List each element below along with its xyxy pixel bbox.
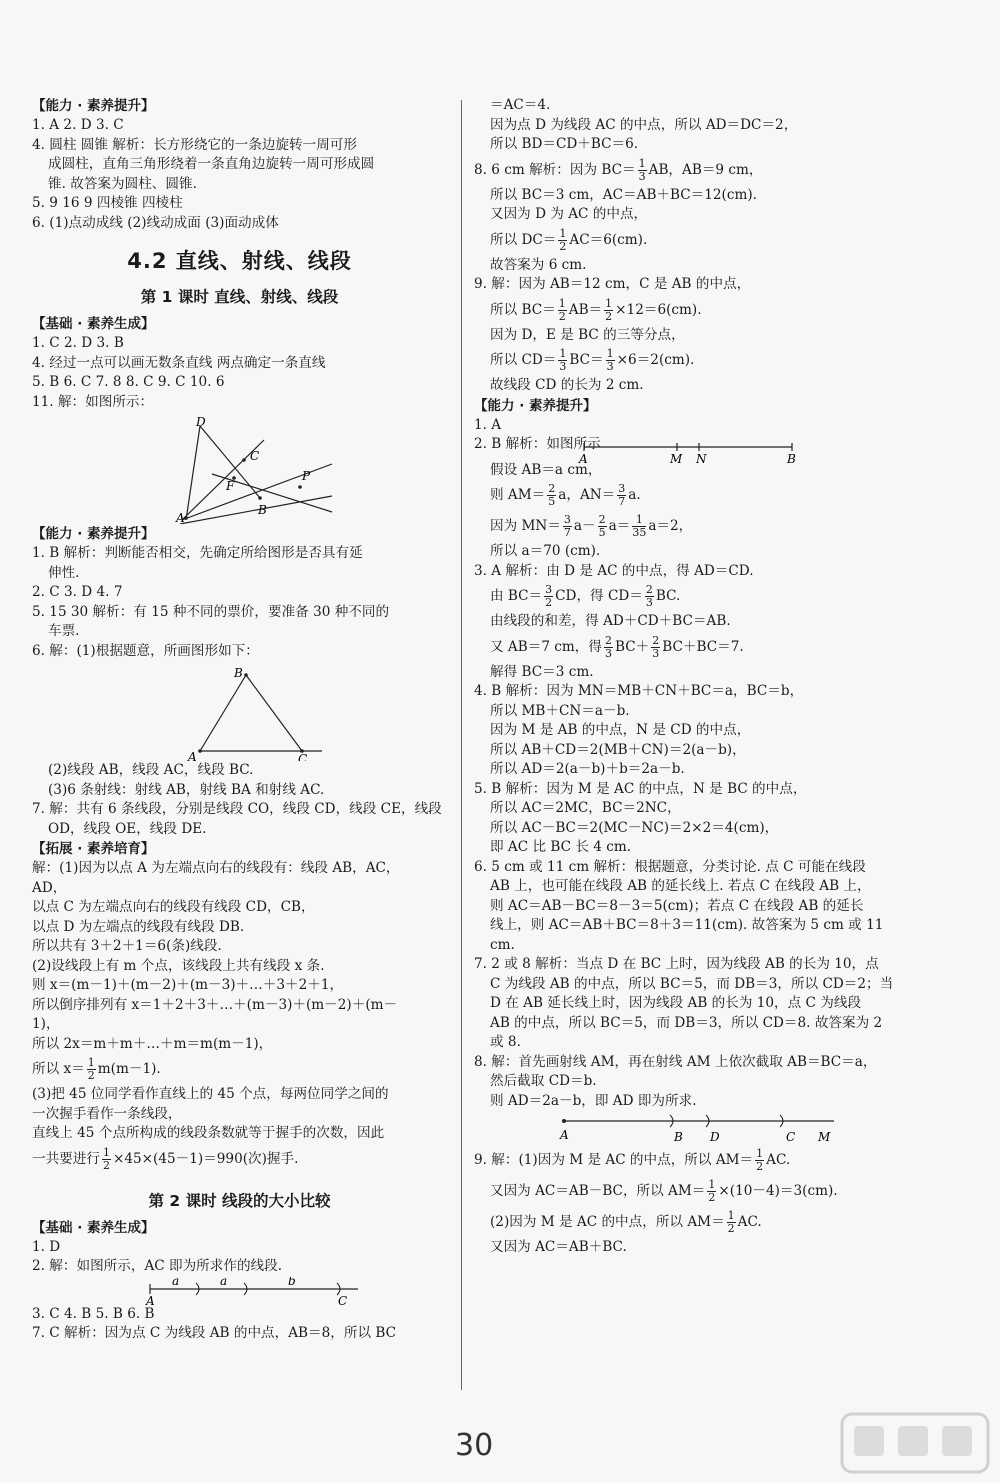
fraction: $\frac{1}{2}$ [559, 226, 567, 253]
answer-line: 3. C 4. B 5. B 6. B [32, 1305, 155, 1322]
figure-3-svg [32, 1277, 447, 1305]
answer-line: 故线段 CD 的长为 2 cm. [490, 377, 644, 393]
fraction: $\frac{2}{3}$ [645, 583, 653, 609]
answer-line: 1. D [32, 1238, 61, 1255]
answer-line: 则 AD＝2a－b，即 AD 即为所求. [490, 1092, 697, 1109]
answer-line: 6. 5 cm 或 11 cm 解析：根据题意，分类讨论. 点 C 可能在线段 [474, 858, 866, 875]
answer-line: 7. C 解析：因为点 C 为线段 AB 的中点，AB＝8，所以 BC [32, 1325, 397, 1341]
column-divider [461, 100, 462, 1390]
answer-line: 4. 圆柱 圆锥 解析：长方形绕它的一条边旋转一周可形 [32, 136, 357, 153]
figure-triangle [32, 661, 447, 761]
answer-line: 1. A 2. D 3. C [32, 117, 124, 133]
fraction: $\frac{1}{3}$ [606, 347, 614, 373]
answer-line: 7. 解：共有 6 条线段，分别是线段 CO，线段 CD，线段 CE，线段 [32, 801, 442, 817]
figure-1-svg [32, 412, 447, 524]
answer-line: 则 AC＝AB－BC＝8－3＝5(cm)；若点 C 在线段 AB 的延长 [490, 897, 864, 914]
fraction: $\frac{1}{2}$ [87, 1056, 95, 1082]
point-label: A [176, 511, 185, 524]
heading-basic: 【基础 · 素养生成】 [32, 1219, 155, 1236]
text-run: m(m－1). [97, 1061, 161, 1077]
answer-line: 然后截取 CD＝b. [490, 1073, 597, 1089]
answer-line: 1. A [474, 416, 502, 433]
answer-line: 6. 解：(1)根据题意，所画图形如下： [32, 642, 259, 659]
answer-line: 所以 CD＝ $\frac{1}{3}$ BC＝ $\frac{1}{3}$ ×6＝2(cm). [490, 347, 695, 373]
left-column [32, 96, 447, 1344]
answer-line: 解：(1)因为以点 A 为左端点向右的线段有：线段 AB，AC， [32, 860, 400, 876]
answer-line: 由 BC＝ $\frac{3}{2}$ CD，得 CD＝ $\frac{2}{3}$ BC. [490, 583, 681, 609]
point-label: F [226, 479, 235, 493]
answer-line: 所以共有 3＋2＋1＝6(条)线段. [32, 938, 222, 954]
answer-line: 2. B 解析：如图所示 [474, 436, 601, 452]
answer-line: 所以 BC＝ $\frac{1}{2}$ AB＝ $\frac{1}{2}$ ×12＝6(cm). [490, 296, 702, 323]
answer-line: 2. 解：如图所示，AC 即为所求作的线段. [32, 1258, 283, 1274]
answer-line: 所以 AC＝2MC，BC＝2NC， [490, 800, 681, 816]
answer-line: 5. 9 16 9 四棱锥 四棱柱 [32, 195, 183, 211]
answer-line: (2)因为 M 是 AC 的中点，所以 AM＝ $\frac{1}{2}$ AC. [490, 1209, 762, 1235]
fraction: $\frac{2}{5}$ [548, 482, 556, 508]
point-label: C [338, 1293, 348, 1305]
answer-line: (2)线段 AB，线段 AC，线段 BC. [48, 762, 254, 778]
fraction: $\frac{1}{35}$ [632, 513, 647, 539]
answer-line: 又因为 AC＝AB＋BC. [490, 1239, 627, 1255]
heading-extension: 【拓展 · 素养培育】 [32, 841, 155, 857]
figure-lines-intersection [32, 412, 447, 524]
heading-basic: 【基础 · 素养生成】 [32, 316, 155, 332]
answer-line: ＝AC＝4. [490, 97, 551, 113]
answer-line: 直线上 45 个点所构成的线段条数就等于握手的次数，因此 [32, 1125, 385, 1141]
point-label: C [298, 752, 308, 761]
answer-line: 假设 AB＝a cm， [490, 461, 602, 478]
answer-line: 又因为 AC＝AB－BC，所以 AM＝ $\frac{1}{2}$ ×(10－4)＝3(cm). [490, 1178, 838, 1204]
answer-line: 因为 MN＝ $\frac{3}{7}$ a－ $\frac{2}{5}$ a＝ $\frac{1}{35}$ a＝2， [490, 513, 693, 539]
answer-line [32, 1144, 447, 1175]
point-label: B [674, 1130, 683, 1144]
heading-ability: 【能力 · 素养提升】 [32, 526, 155, 542]
answer-line: AD， [32, 879, 67, 896]
answer-line: (3)6 条射线：射线 AB，射线 BA 和射线 AC. [48, 781, 325, 798]
answer-line: 所以 AB＋CD＝2(MB＋CN)＝2(a－b)， [490, 741, 746, 758]
text-run: 一共要进行 [32, 1150, 100, 1167]
figure-segment-construction [32, 1277, 447, 1305]
fraction: $\frac{1}{2}$ [756, 1147, 764, 1173]
fraction: $\frac{1}{2}$ [727, 1209, 735, 1235]
answer-line: 解得 BC＝3 cm. [490, 663, 594, 680]
answer-line: cm. [490, 936, 515, 953]
point-label: P [302, 469, 311, 483]
answer-line: 则 AM＝ $\frac{2}{5}$ a，AN＝ $\frac{3}{7}$ a. [490, 482, 641, 508]
answer-line: 9. 解：(1)因为 M 是 AC 的中点，所以 AM＝ $\frac{1}{2}$ AC. [474, 1147, 791, 1173]
lesson-title: 第 2 课时 线段的大小比较 [148, 1191, 331, 1210]
answer-line: 又 AB＝7 cm，得 $\frac{2}{3}$ BC＋ $\frac{2}{3}$ BC＋BC＝7. [490, 633, 744, 660]
point-label: D [710, 1130, 720, 1144]
answer-line: AB 的中点，所以 BC＝5，而 DB＝3，所以 CD＝8. 故答案为 2 [490, 1014, 883, 1031]
answer-line: 11. 解：如图所示： [32, 393, 154, 410]
answer-line: 故答案为 6 cm. [490, 256, 587, 273]
point-label: C [250, 449, 260, 463]
heading-ability: 【能力 · 素养提升】 [474, 397, 597, 414]
text-run: 所以 x＝ [32, 1061, 85, 1077]
answer-line: 2. C 3. D 4. 7 [32, 584, 123, 600]
point-label: N [696, 451, 707, 465]
fraction: $\frac{3}{2}$ [545, 583, 553, 609]
figure-2-svg [32, 661, 447, 761]
answer-line: 7. 2 或 8 解析：当点 D 在 BC 上时，因为线段 AB 的长为 10，点 [474, 956, 879, 972]
answer-line: 8. 6 cm 解析：因为 BC＝ $\frac{1}{3}$ AB，AB＝9 cm， [474, 156, 763, 183]
answer-line: 又因为 D 为 AC 的中点， [490, 206, 648, 222]
answer-line: 4. 经过一点可以画无数条直线 两点确定一条直线 [32, 354, 326, 371]
answer-line: 所以 AC－BC＝2(MC－NC)＝2×2＝4(cm)， [490, 819, 779, 836]
answer-line: 4. B 解析：因为 MN＝MB＋CN＋BC＝a，BC＝b， [474, 683, 804, 699]
answer-line: 5. B 解析：因为 M 是 AC 的中点，N 是 BC 的中点， [474, 780, 807, 797]
page-number: 30 [455, 1428, 494, 1463]
answer-line: AB 上，也可能在线段 AB 的延长线上. 若点 C 在线段 AB 上， [490, 878, 871, 894]
answer-line: 伸性. [48, 564, 80, 581]
answer-line: 所以 MB＋CN＝a－b. [490, 702, 630, 719]
answer-line: (2)设线段上有 m 个点，该线段上共有线段 x 条. [32, 957, 325, 974]
fraction: $\frac{1}{2}$ [558, 296, 566, 323]
point-label: B [787, 451, 796, 465]
answer-line: 所以 2x＝m＋m＋…＋m＝m(m－1)， [32, 1035, 273, 1052]
point-label: A [560, 1128, 569, 1142]
point-label: B [234, 666, 243, 680]
answer-line: 成圆柱，直角三角形绕着一条直角边旋转一周可形成圆 [48, 156, 375, 172]
fraction: $\frac{1}{2}$ [605, 296, 613, 323]
answer-line: 车票. [48, 623, 80, 639]
answer-line: 1. C 2. D 3. B [32, 335, 124, 351]
answer-line: 因为点 D 为线段 AC 的中点，所以 AD＝DC＝2， [490, 116, 798, 133]
fraction: $\frac{1}{3}$ [638, 156, 646, 183]
answer-line: 线上，则 AC＝AB＋BC＝8＋3＝11(cm). 故答案为 5 cm 或 11 [490, 917, 884, 933]
fraction: $\frac{3}{7}$ [563, 513, 571, 539]
fraction: $\frac{3}{7}$ [618, 482, 626, 508]
answer-line [32, 1054, 447, 1085]
answer-line: 8. 解：首先画射线 AM，再在射线 AM 上依次截取 AB＝BC＝a， [474, 1053, 877, 1070]
answer-line: 所以 BC＝3 cm，AC＝AB＋BC＝12(cm). [490, 186, 757, 203]
answer-line: 5. B 6. C 7. 8 8. C 9. C 10. 6 [32, 374, 225, 390]
answer-line: 9. 解：因为 AB＝12 cm，C 是 AB 的中点， [474, 276, 751, 292]
segment-label: b [288, 1276, 296, 1288]
figure-segment-amnb [474, 441, 974, 465]
answer-line: (3)把 45 位同学看作直线上的 45 个点，每两位同学之间的 [32, 1086, 389, 1102]
figure-5-svg [474, 1111, 974, 1145]
segment-label: a [220, 1276, 228, 1288]
answer-line: 6. (1)点动成线 (2)线动成面 (3)面动成体 [32, 214, 279, 231]
fraction: $\frac{1}{2}$ [708, 1178, 716, 1204]
answer-line: 由线段的和差，得 AD＋CD＋BC＝AB. [490, 613, 731, 629]
segment-label: a [172, 1276, 180, 1288]
fraction: $\frac{1}{2}$ [102, 1145, 110, 1172]
answer-line: D 在 AB 延长线上时，因为线段 AB 的长为 10，点 C 为线段 [490, 995, 862, 1011]
point-label: A [188, 750, 197, 761]
answer-line: 1)， [32, 1016, 60, 1032]
answer-line: 或 8. [490, 1034, 521, 1050]
answer-line: 一次握手看作一条线段， [32, 1105, 182, 1122]
answer-line: OD，线段 OE，线段 DE. [48, 820, 207, 837]
answer-line: 因为 D，E 是 BC 的三等分点， [490, 326, 685, 343]
point-label: M [670, 451, 683, 465]
point-label: D [196, 415, 206, 429]
answer-line: 3. A 解析：由 D 是 AC 的中点，得 AD＝CD. [474, 562, 754, 579]
answer-line: 1. B 解析：判断能否相交，先确定所给图形是否具有延 [32, 545, 363, 561]
answer-line: 所以 AD＝2(a－b)＋b＝2a－b. [490, 761, 685, 777]
section-title: 4.2 直线、射线、线段 [127, 249, 352, 273]
answer-line: 锥. 故答案为圆柱、圆锥. [48, 175, 197, 192]
answer-line: 以点 C 为左端点向右的线段有线段 CD，CB， [32, 899, 315, 915]
answer-line: 所以 DC＝ $\frac{1}{2}$ AC＝6(cm). [490, 226, 648, 253]
point-label: A [579, 451, 588, 465]
text-run: ×45×(45－1)＝990(次)握手. [112, 1150, 299, 1167]
point-label: C [786, 1130, 796, 1144]
point-label: B [258, 503, 267, 517]
fraction: $\frac{2}{3}$ [652, 633, 660, 660]
right-column [474, 96, 974, 1258]
figure-ray-am [474, 1111, 974, 1145]
lesson-title: 第 1 课时 直线、射线、线段 [140, 288, 339, 306]
fraction: $\frac{2}{3}$ [604, 633, 612, 660]
fraction: $\frac{1}{3}$ [559, 347, 567, 373]
answer-line: 则 x＝(m－1)＋(m－2)＋(m－3)＋…＋3＋2＋1， [32, 977, 344, 993]
answer-line: 所以 a＝70 (cm). [490, 543, 601, 559]
answer-line: 所以倒序排列有 x＝1＋2＋3＋…＋(m－3)＋(m－2)＋(m－ [32, 996, 398, 1013]
answer-line: C 为线段 AB 的中点，所以 BC＝5，而 DB＝3，所以 CD＝2；当 [490, 975, 894, 992]
answer-line: 因为 M 是 AB 的中点，N 是 CD 的中点， [490, 722, 751, 738]
figure-4-svg [474, 441, 974, 465]
point-label: A [146, 1293, 155, 1305]
watermark-logo-icon [840, 1410, 990, 1476]
heading-ability: 【能力 · 素养提升】 [32, 98, 155, 114]
answer-line: 5. 15 30 解析：有 15 种不同的票价，要准备 30 种不同的 [32, 603, 390, 620]
answer-line: 所以 BD＝CD＋BC＝6. [490, 136, 639, 152]
answer-line: 即 AC 比 BC 长 4 cm. [490, 839, 632, 855]
point-label: M [818, 1130, 831, 1144]
fraction: $\frac{2}{5}$ [598, 513, 606, 539]
answer-line: 以点 D 为左端点的线段有线段 DB. [32, 918, 245, 935]
